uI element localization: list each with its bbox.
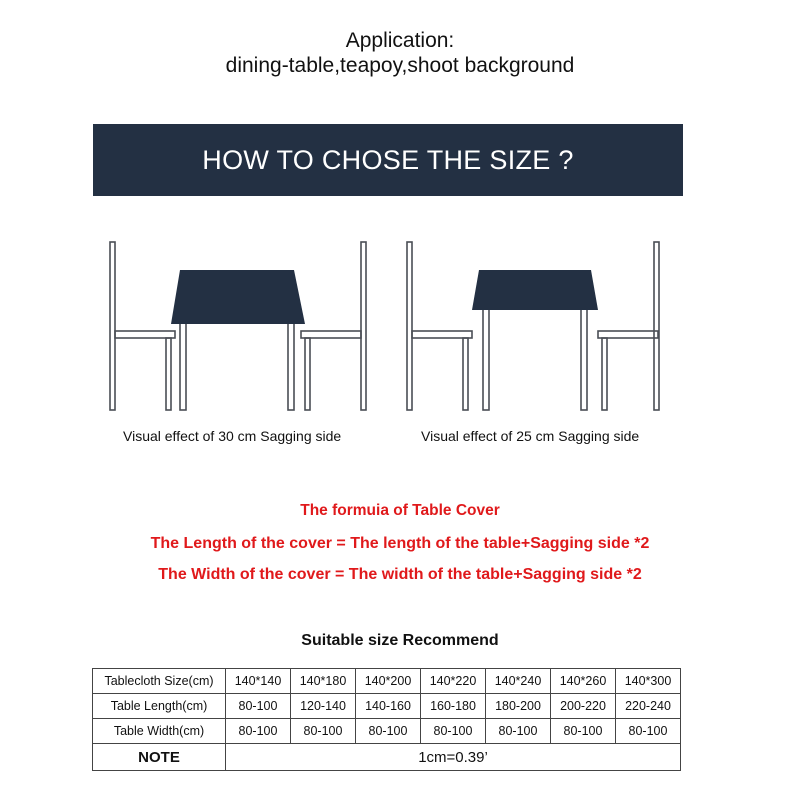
table-leg-left — [180, 321, 186, 410]
right-chair-back — [361, 242, 366, 410]
table-cell: 80-100 — [226, 719, 291, 744]
table-illustration-25cm — [405, 236, 675, 412]
table-cell: 80-100 — [291, 719, 356, 744]
tablecloth-shape — [472, 270, 598, 310]
application-info — [0, 28, 800, 78]
formula-title: The formuia of Table Cover — [300, 502, 500, 519]
table-cell: 140*300 — [616, 669, 681, 694]
table-cell: 160-180 — [421, 694, 486, 719]
left-chair-leg — [166, 338, 171, 410]
table-cell: 80-100 — [551, 719, 616, 744]
note-row — [93, 744, 681, 771]
left-chair-leg — [463, 338, 468, 410]
note-label: NOTE — [93, 744, 226, 771]
table-leg-right — [288, 321, 294, 410]
left-chair-seat — [412, 331, 472, 338]
formula-width: The Width of the cover = The width of the table+Sagging side *2 — [158, 566, 642, 583]
size-guide-banner — [93, 124, 683, 196]
table-cell: 80-100 — [486, 719, 551, 744]
left-chair-back — [110, 242, 115, 410]
table-cell: 220-240 — [616, 694, 681, 719]
formula-length: The Length of the cover = The length of the table+Sagging side *2 — [150, 535, 650, 552]
table-illustration-30cm — [108, 236, 378, 412]
table-leg-right — [581, 308, 587, 410]
table-leg-left — [483, 308, 489, 410]
left-chair-back — [407, 242, 412, 410]
table-cell: 140*200 — [356, 669, 421, 694]
table-cell: 80-100 — [616, 719, 681, 744]
table-cell: 140-160 — [356, 694, 421, 719]
table-cell: 200-220 — [551, 694, 616, 719]
table-cell: 120-140 — [291, 694, 356, 719]
right-chair-leg — [602, 338, 607, 410]
row-label: Tablecloth Size(cm) — [93, 669, 226, 694]
table-cell: 140*240 — [486, 669, 551, 694]
table-cell: 140*180 — [291, 669, 356, 694]
table-row — [93, 694, 681, 719]
table-cell: 140*220 — [421, 669, 486, 694]
right-chair-seat — [598, 331, 658, 338]
tablecloth-shape — [171, 270, 305, 324]
caption-25cm: Visual effect of 25 cm Sagging side — [421, 428, 640, 444]
row-label: Table Length(cm) — [93, 694, 226, 719]
table-cell: 140*260 — [551, 669, 616, 694]
table-cell: 140*140 — [226, 669, 291, 694]
right-chair-seat — [301, 331, 361, 338]
right-chair-back — [654, 242, 659, 410]
right-chair-leg — [305, 338, 310, 410]
table-cell: 80-100 — [226, 694, 291, 719]
left-chair-seat — [115, 331, 175, 338]
table-row — [93, 719, 681, 744]
size-recommend-table — [92, 668, 681, 771]
application-heading: Application: — [345, 29, 455, 52]
application-uses: dining-table,teapoy,shoot background — [225, 54, 575, 77]
banner-title: HOW TO CHOSE THE SIZE ? — [202, 144, 574, 175]
row-label: Table Width(cm) — [93, 719, 226, 744]
caption-30cm: Visual effect of 30 cm Sagging side — [123, 428, 342, 444]
table-cell: 180-200 — [486, 694, 551, 719]
table-row — [93, 669, 681, 694]
note-value: 1cm=0.39’ — [226, 744, 681, 771]
size-table-title: Suitable size Recommend — [301, 632, 499, 649]
table-cell: 80-100 — [356, 719, 421, 744]
table-cell: 80-100 — [421, 719, 486, 744]
